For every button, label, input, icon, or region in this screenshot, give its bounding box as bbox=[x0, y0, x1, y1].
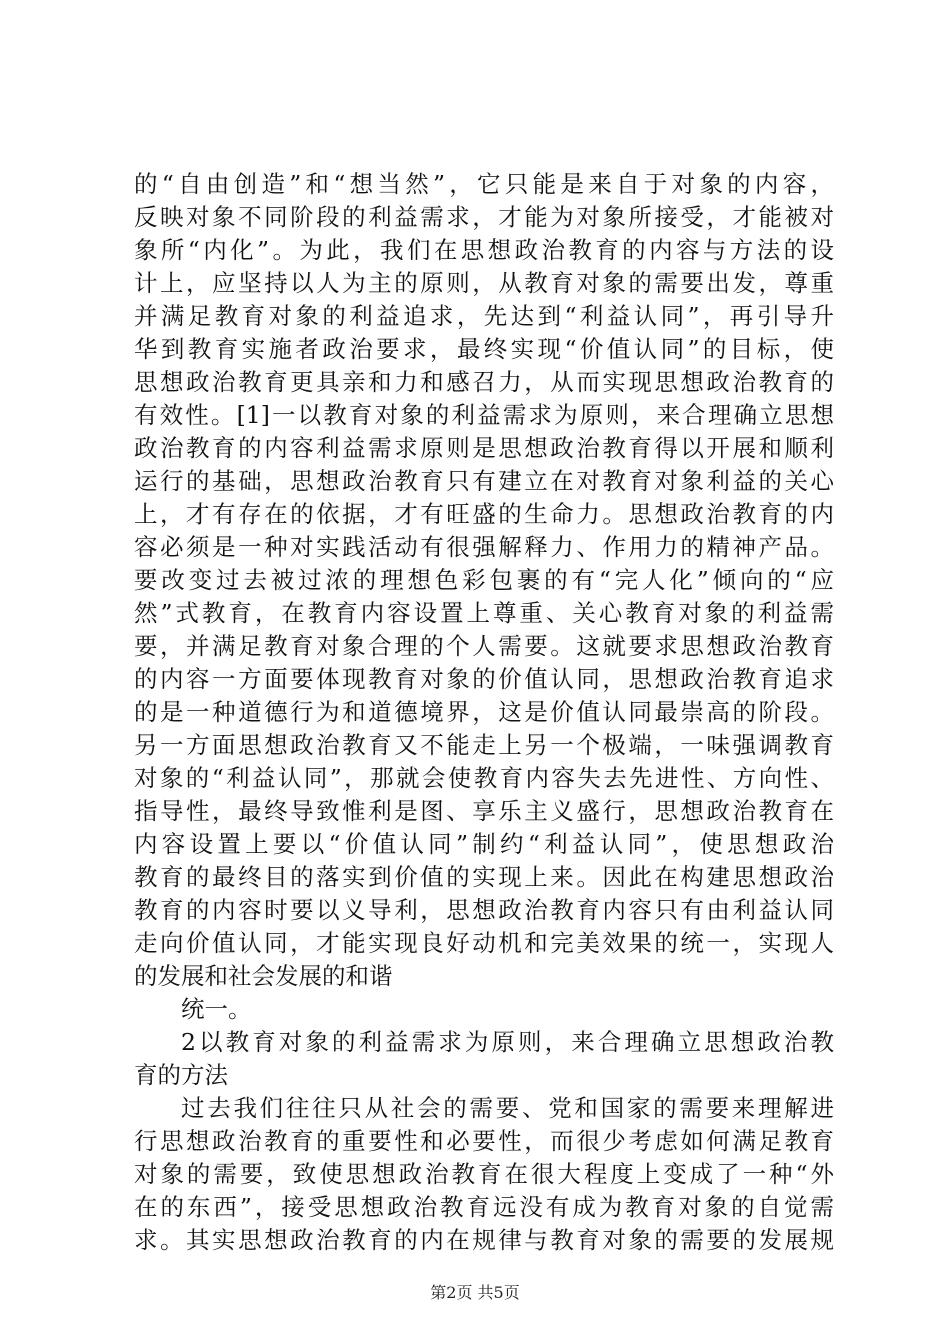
text-line: 的发展和社会发展的和谐 bbox=[134, 962, 393, 990]
text-line: 内容设置上要以“价值认同”制约“利益认同”，使思想政治 bbox=[134, 830, 834, 858]
text-line: 走向价值认同，才能实现良好动机和完美效果的统一，实现人 bbox=[134, 929, 834, 957]
text-line: 行思想政治教育的重要性和必要性，而很少考虑如何满足教育 bbox=[134, 1127, 834, 1155]
section-heading-line: 育的方法 bbox=[134, 1061, 228, 1089]
section-heading-line: 2以教育对象的利益需求为原则，来合理确立思想政治教 bbox=[181, 1028, 834, 1056]
text-line: 象所“内化”。为此，我们在思想政治教育的内容与方法的设 bbox=[134, 236, 834, 264]
text-line: 统一。 bbox=[181, 995, 252, 1023]
text-line: 然”式教育，在教育内容设置上尊重、关心教育对象的利益需 bbox=[134, 599, 834, 627]
page-number-footer: 第2页 共5页 bbox=[430, 1283, 520, 1302]
text-line: 上，才有存在的依据，才有旺盛的生命力。思想政治教育的内 bbox=[134, 500, 834, 528]
text-line: 求。其实思想政治教育的内在规律与教育对象的需要的发展规 bbox=[134, 1226, 834, 1254]
text-line: 反映对象不同阶段的利益需求，才能为对象所接受，才能被对 bbox=[134, 203, 834, 231]
text-line: 对象的需要，致使思想政治教育在很大程度上变成了一种“外 bbox=[134, 1160, 834, 1188]
text-line: 过去我们往往只从社会的需要、党和国家的需要来理解进 bbox=[181, 1094, 834, 1122]
text-line: 对象的“利益认同”，那就会使教育内容失去先进性、方向性、 bbox=[134, 764, 834, 792]
text-line: 在的东西”，接受思想政治教育远没有成为教育对象的自觉需 bbox=[134, 1193, 834, 1221]
text-line: 运行的基础，思想政治教育只有建立在对教育对象利益的关心 bbox=[134, 467, 834, 495]
text-line: 容必须是一种对实践活动有很强解释力、作用力的精神产品。 bbox=[134, 533, 834, 561]
text-line: 政治教育的内容利益需求原则是思想政治教育得以开展和顺利 bbox=[134, 434, 834, 462]
text-line: 的内容一方面要体现教育对象的价值认同，思想政治教育追求 bbox=[134, 665, 834, 693]
text-line: 有效性。[1]一以教育对象的利益需求为原则，来合理确立思想 bbox=[134, 401, 834, 429]
text-line: 教育的内容时要以义导利，思想政治教育内容只有由利益认同 bbox=[134, 896, 834, 924]
text-line: 教育的最终目的落实到价值的实现上来。因此在构建思想政治 bbox=[134, 863, 834, 891]
text-line: 的是一种道德行为和道德境界，这是价值认同最崇高的阶段。 bbox=[134, 698, 834, 726]
text-line: 的“自由创造”和“想当然”，它只能是来自于对象的内容， bbox=[134, 170, 834, 198]
text-line: 指导性，最终导致惟利是图、享乐主义盛行，思想政治教育在 bbox=[134, 797, 834, 825]
text-line: 思想政治教育更具亲和力和感召力，从而实现思想政治教育的 bbox=[134, 368, 834, 396]
text-line: 要改变过去被过浓的理想色彩包裹的有“完人化”倾向的“应 bbox=[134, 566, 834, 594]
text-line: 并满足教育对象的利益追求，先达到“利益认同”，再引导升 bbox=[134, 302, 834, 330]
document-body bbox=[134, 168, 834, 1257]
text-line: 计上，应坚持以人为主的原则，从教育对象的需要出发，尊重 bbox=[134, 269, 834, 297]
text-line: 另一方面思想政治教育又不能走上另一个极端，一味强调教育 bbox=[134, 731, 834, 759]
text-line: 华到教育实施者政治要求，最终实现“价值认同”的目标，使 bbox=[134, 335, 834, 363]
text-line: 要，并满足教育对象合理的个人需要。这就要求思想政治教育 bbox=[134, 632, 834, 660]
